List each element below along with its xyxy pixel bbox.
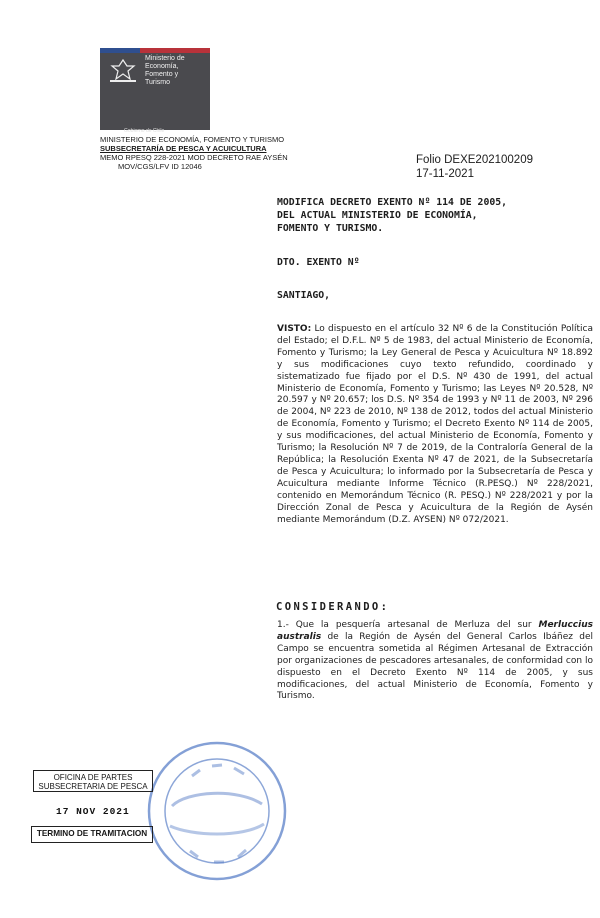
folio-block xyxy=(416,153,533,181)
logo-country: Gobierno de Chile xyxy=(124,128,165,134)
folio-number: Folio DEXE202100209 xyxy=(416,154,533,166)
stamp-date: 17 NOV 2021 xyxy=(56,806,130,817)
oficina-line: SUBSECRETARIA DE PESCA xyxy=(38,782,148,791)
flag-stripe xyxy=(100,48,210,53)
dto-exento: DTO. EXENTO Nº xyxy=(277,257,360,268)
header-memo: MEMO RPESQ 228-2021 MOD DECRETO RAE AYSÉN xyxy=(100,153,288,162)
considerando-item-1 xyxy=(277,620,593,703)
flag-stripe-blue xyxy=(100,48,140,53)
flag-stripe-red xyxy=(140,48,210,53)
visto-paragraph xyxy=(277,324,593,526)
title-line: MODIFICA DECRETO EXENTO Nº 114 DE 2005, xyxy=(277,197,508,208)
visto-text: Lo dispuesto en el artículo 32 Nº 6 de la Constitución Política del Estado; el D.F.L. Nº 5 de 1983, del actual Ministerio de Economía, Fomento y Turismo; la Ley General de Pesca y Acuicultura Nº 18.892 y sus modificaciones cuyo texto refundido, coordinado y sistematizado fue fijado por el D.S. Nº 430 de 1991, del actual Ministerio de Economía, Fomento y Turismo; las Leyes Nº 20.528, Nº 20.597 y Nº 20.657; los D.S. Nº 354 de 1993 y Nº 11 de 2003, Nº 296 de 2004, Nº 223 de 2010, Nº 138 de 2012, todos del actual Ministerio de Economía, Fomento y Turismo; el Decreto Exento Nº 114 de 2005, y sus modificaciones, del actual Ministerio de Economía, Fomento y Turismo; la Resolución Nº 7 de 2019, de la Contraloría General de la República; la Resolución Exenta Nº 47 de 2021, de la Subsecretaría de Pesca y Acuicultura; lo informado por la Subsecretaría de Pesca y Acuicultura mediante Informe Técnico (R.PESQ.) Nº 228/2021, contenido en Memorándum Técnico (R. PESQ.) Nº 228/2021 y por la Dirección Zonal de Pesca y Acuicultura de la Región de Aysén mediante Memorándum (D.Z. AYSEN) Nº 072/2021. xyxy=(277,324,593,525)
logo-line: Economía, xyxy=(145,63,179,70)
folio-date: 17-11-2021 xyxy=(416,168,474,180)
considerando-heading: CONSIDERANDO: xyxy=(276,601,390,613)
decree-title xyxy=(277,196,597,235)
logo-ministry-name xyxy=(145,55,209,87)
logo-line: Turismo xyxy=(145,79,171,86)
city: SANTIAGO, xyxy=(277,290,331,301)
title-line: FOMENTO Y TURISMO. xyxy=(277,223,384,234)
header-subsecretaria: SUBSECRETARÍA DE PESCA Y ACUICULTURA xyxy=(100,144,267,153)
title-line: DEL ACTUAL MINISTERIO DE ECONOMÍA, xyxy=(277,210,478,221)
oficina-line: OFICINA DE PARTES xyxy=(53,773,133,782)
logo-line: Fomento y xyxy=(145,71,179,78)
item1-text-a: 1.- Que la pesquería artesanal de Merluza del sur xyxy=(277,620,539,630)
visto-label: VISTO: xyxy=(277,324,312,334)
item1-text-b: de la Región de Aysén del General Carlos Ibáñez del Campo se encuentra sometida al Régimen Artesanal de Extracción por organizaciones de pescadores artesanales, de conformidad con lo dispuesto en el Decreto Exento Nº 114 de 2005, y sus modificaciones, del actual Ministerio de Economía, Fomento y Turismo. xyxy=(277,631,593,702)
header-ministry: MINISTERIO DE ECONOMÍA, FOMENTO Y TURISMO xyxy=(100,135,285,144)
seal-stamp-icon xyxy=(142,736,292,886)
header-reference: MOV/CGS/LFV ID 12046 xyxy=(118,162,202,171)
coat-of-arms-icon xyxy=(108,58,138,84)
oficina-partes-stamp xyxy=(33,770,153,792)
logo-line: Ministerio de xyxy=(145,55,185,62)
species-name: Merluccius australis xyxy=(277,620,593,642)
termino-tramitacion-stamp: TERMINO DE TRAMITACION xyxy=(31,826,153,843)
